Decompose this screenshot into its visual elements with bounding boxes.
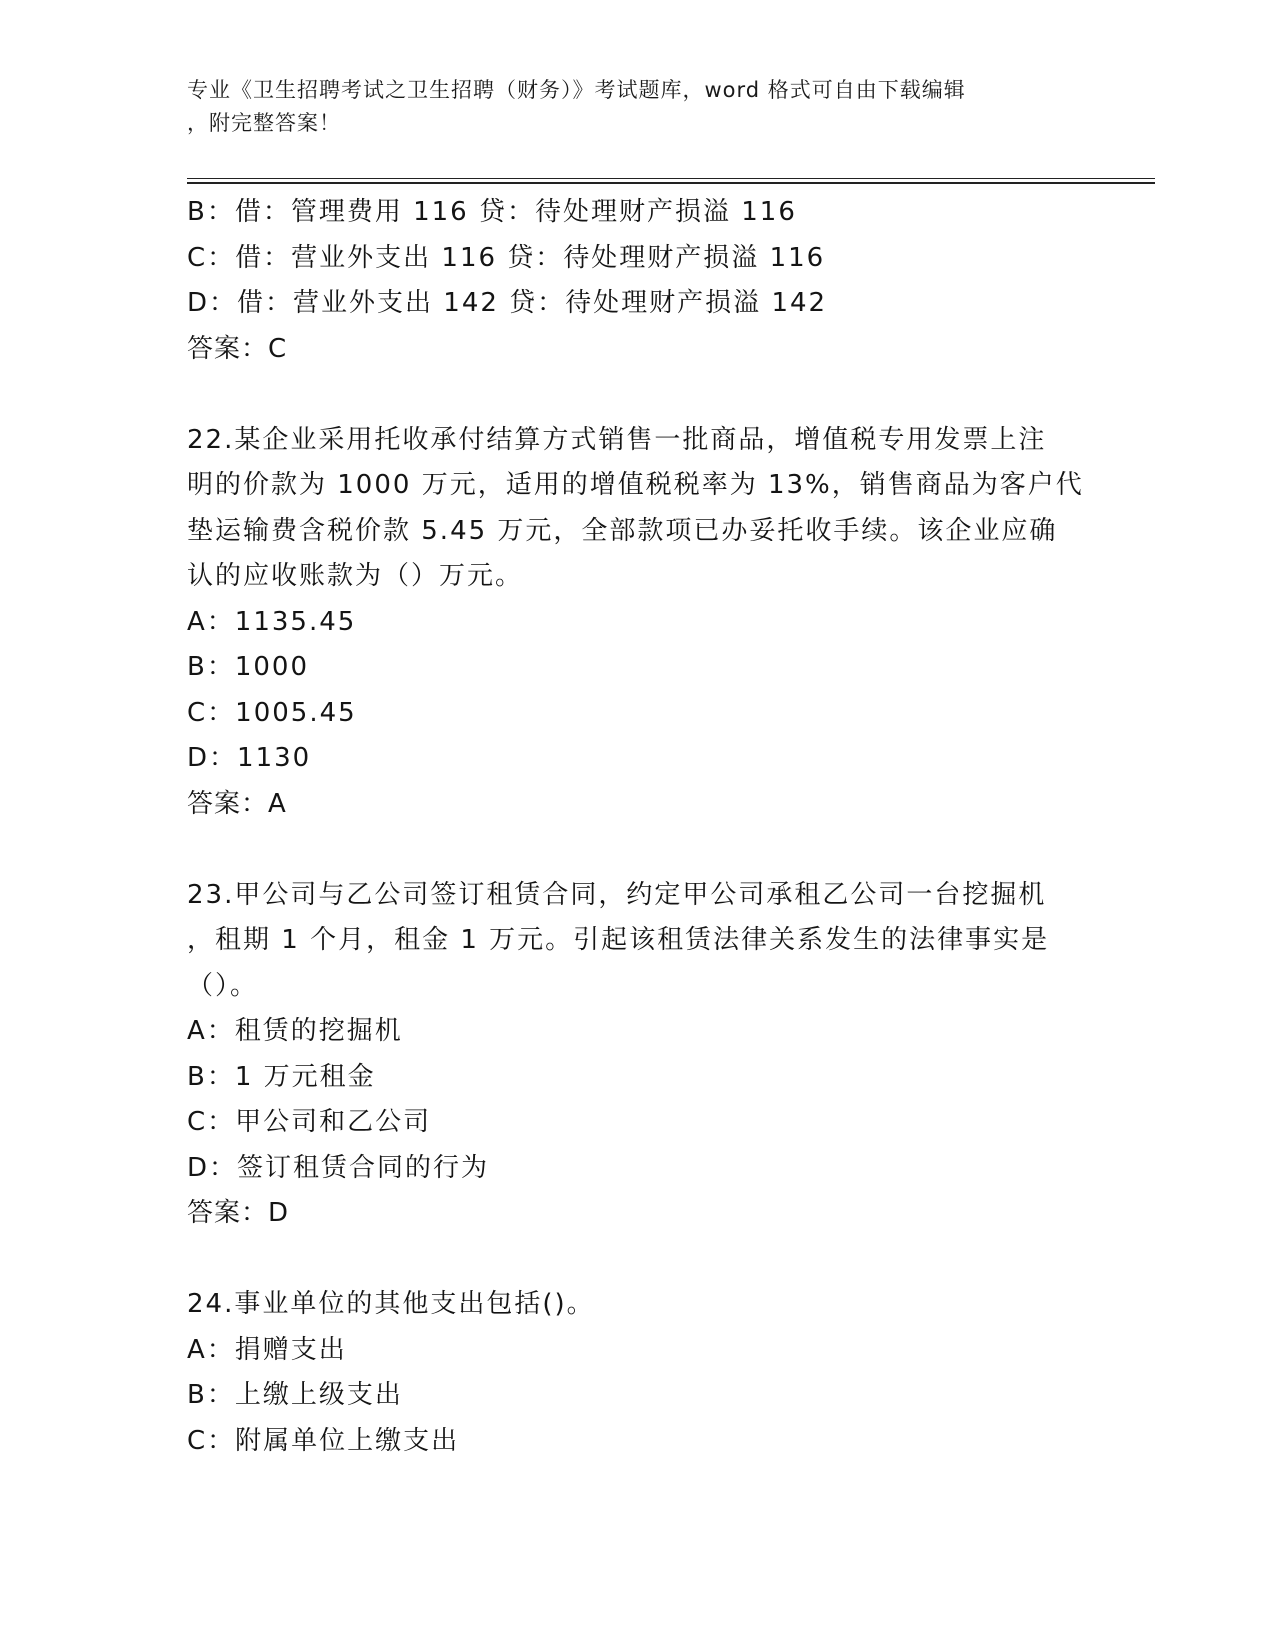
stem-line: 垫运输费含税价款 5.45 万元，全部款项已办妥托收手续。该企业应确 [187, 515, 1058, 546]
spacer [187, 1237, 1087, 1283]
stem-line: 认的应收账款为（）万元。 [187, 561, 524, 591]
option-d: D：借：营业外支出 142 贷：待处理财产损溢 142 [187, 288, 828, 318]
header-line-1: 专业《卫生招聘考试之卫生招聘（财务）》考试题库，word 格式可自由下载编辑 [187, 78, 966, 102]
answer-line: 答案：A [187, 788, 287, 819]
header-line-2: ，附完整答案！ [187, 111, 341, 135]
header-divider-thin [187, 178, 1155, 179]
option-c: C：甲公司和乙公司 [187, 1107, 432, 1137]
document-header [187, 74, 1067, 140]
question-23 [187, 873, 1087, 1237]
option-b: B：借：管理费用 116 贷：待处理财产损溢 116 [187, 197, 797, 227]
option-b: B：1 万元租金 [187, 1061, 376, 1092]
header-divider-thick [187, 182, 1155, 184]
option-a: A：捐赠支出 [187, 1334, 347, 1365]
stem-line: 23.甲公司与乙公司签订租赁合同，约定甲公司承租乙公司一台挖掘机 [187, 879, 1047, 910]
stem-line: 明的价款为 1000 万元，适用的增值税税率为 13%，销售商品为客户代 [187, 470, 1084, 500]
question-content [187, 190, 1087, 1464]
spacer [187, 827, 1087, 873]
question-24 [187, 1282, 1087, 1464]
answer-line: 答案：D [187, 1198, 290, 1228]
option-d: D：1130 [187, 743, 312, 773]
option-c: C：1005.45 [187, 697, 357, 728]
option-b: B：1000 [187, 652, 310, 682]
stem-line: 22.某企业采用托收承付结算方式销售一批商品，增值税专用发票上注 [187, 424, 1047, 455]
option-b: B：上缴上级支出 [187, 1380, 403, 1410]
question-stem [187, 1282, 1087, 1328]
stem-line: 24.事业单位的其他支出包括()。 [187, 1289, 595, 1319]
option-d: D：签订租赁合同的行为 [187, 1152, 490, 1183]
answer-line: 答案：C [187, 333, 288, 364]
question-21-tail [187, 190, 1087, 372]
stem-line: ，租期 1 个月，租金 1 万元。引起该租赁法律关系发生的法律事实是 [187, 925, 1050, 955]
question-stem [187, 418, 1087, 600]
option-c: C：附属单位上缴支出 [187, 1425, 460, 1456]
stem-line: （）。 [187, 970, 259, 1001]
question-stem [187, 873, 1087, 1010]
option-c: C：借：营业外支出 116 贷：待处理财产损溢 116 [187, 242, 826, 273]
question-22 [187, 418, 1087, 828]
option-a: A：1135.45 [187, 606, 357, 637]
spacer [187, 372, 1087, 418]
option-a: A：租赁的挖掘机 [187, 1016, 403, 1046]
